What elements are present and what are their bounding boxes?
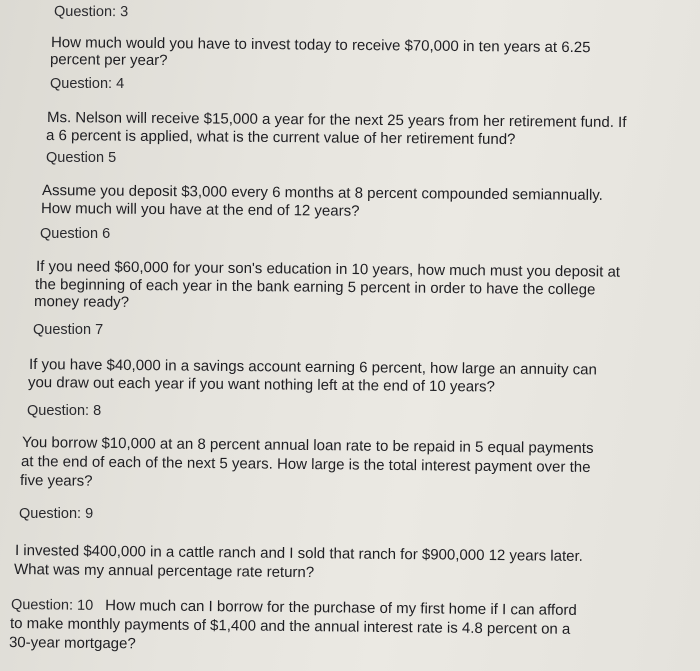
question-9-text-line-2: What was my annual percentage rate return? — [13, 561, 315, 582]
question-8-text-line-3: five years? — [19, 472, 93, 490]
question-3-heading: Question: 3 — [53, 3, 129, 21]
question-9-heading: Question: 9 — [19, 506, 94, 522]
question-10-text-line-3: 30-year mortgage? — [8, 634, 136, 653]
question-6-text-line-3: money ready? — [33, 293, 130, 311]
question-8-text-line-1: You borrow $10,000 at an 8 percent annual loan rate to be repaid in 5 equal payments — [21, 434, 594, 457]
question-7-heading: Question 7 — [33, 322, 104, 338]
question-8-heading: Question: 8 — [27, 403, 102, 419]
question-6-text-line-1: If you need $60,000 for your son's education in 10 years, how much must you deposit at — [35, 258, 621, 281]
question-7-text-line-1: If you have $40,000 in a savings account earning 6 percent, how large an annuity can — [28, 356, 597, 379]
question-5-heading: Question 5 — [46, 150, 117, 166]
question-7-text-line-2: you draw out each year if you want nothing left at the end of 10 years? — [27, 374, 496, 396]
question-4-text-line-2: a 6 percent is applied, what is the current value of her retirement fund? — [45, 127, 516, 149]
question-10-heading: Question: 10 — [10, 597, 94, 614]
question-4-text-line-1: Ms. Nelson will receive $15,000 a year for the next 25 years from her retirement fund. If — [46, 109, 627, 132]
question-5-text-line-2: How much will you have at the end of 12 years? — [40, 200, 360, 220]
question-6-text-line-2: the beginning of each year in the bank earning 5 percent in order to have the college — [34, 276, 596, 299]
question-4-heading: Question: 4 — [50, 76, 125, 92]
question-6-heading: Question 6 — [40, 226, 111, 242]
question-3-text-line-1: How much would you have to invest today to receive $70,000 in ten years at 6.25 — [50, 34, 591, 57]
question-10-text-start: How much can I borrow for the purchase of my first home if I can afford — [105, 596, 577, 619]
question-8-text-line-2: at the end of each of the next 5 years. How large is the total interest payment over the — [20, 453, 591, 476]
question-3-text-line-2: percent per year? — [49, 51, 168, 70]
question-5-text-line-1: Assume you deposit $3,000 every 6 months at 8 percent compounded semiannually. — [41, 182, 603, 204]
question-10-text-line-2: to make monthly payments of $1,400 and the annual interest rate is 4.8 percent on a — [9, 615, 571, 638]
question-9-text-line-1: I invested $400,000 in a cattle ranch and I sold that ranch for $900,000 12 years later. — [14, 542, 583, 565]
